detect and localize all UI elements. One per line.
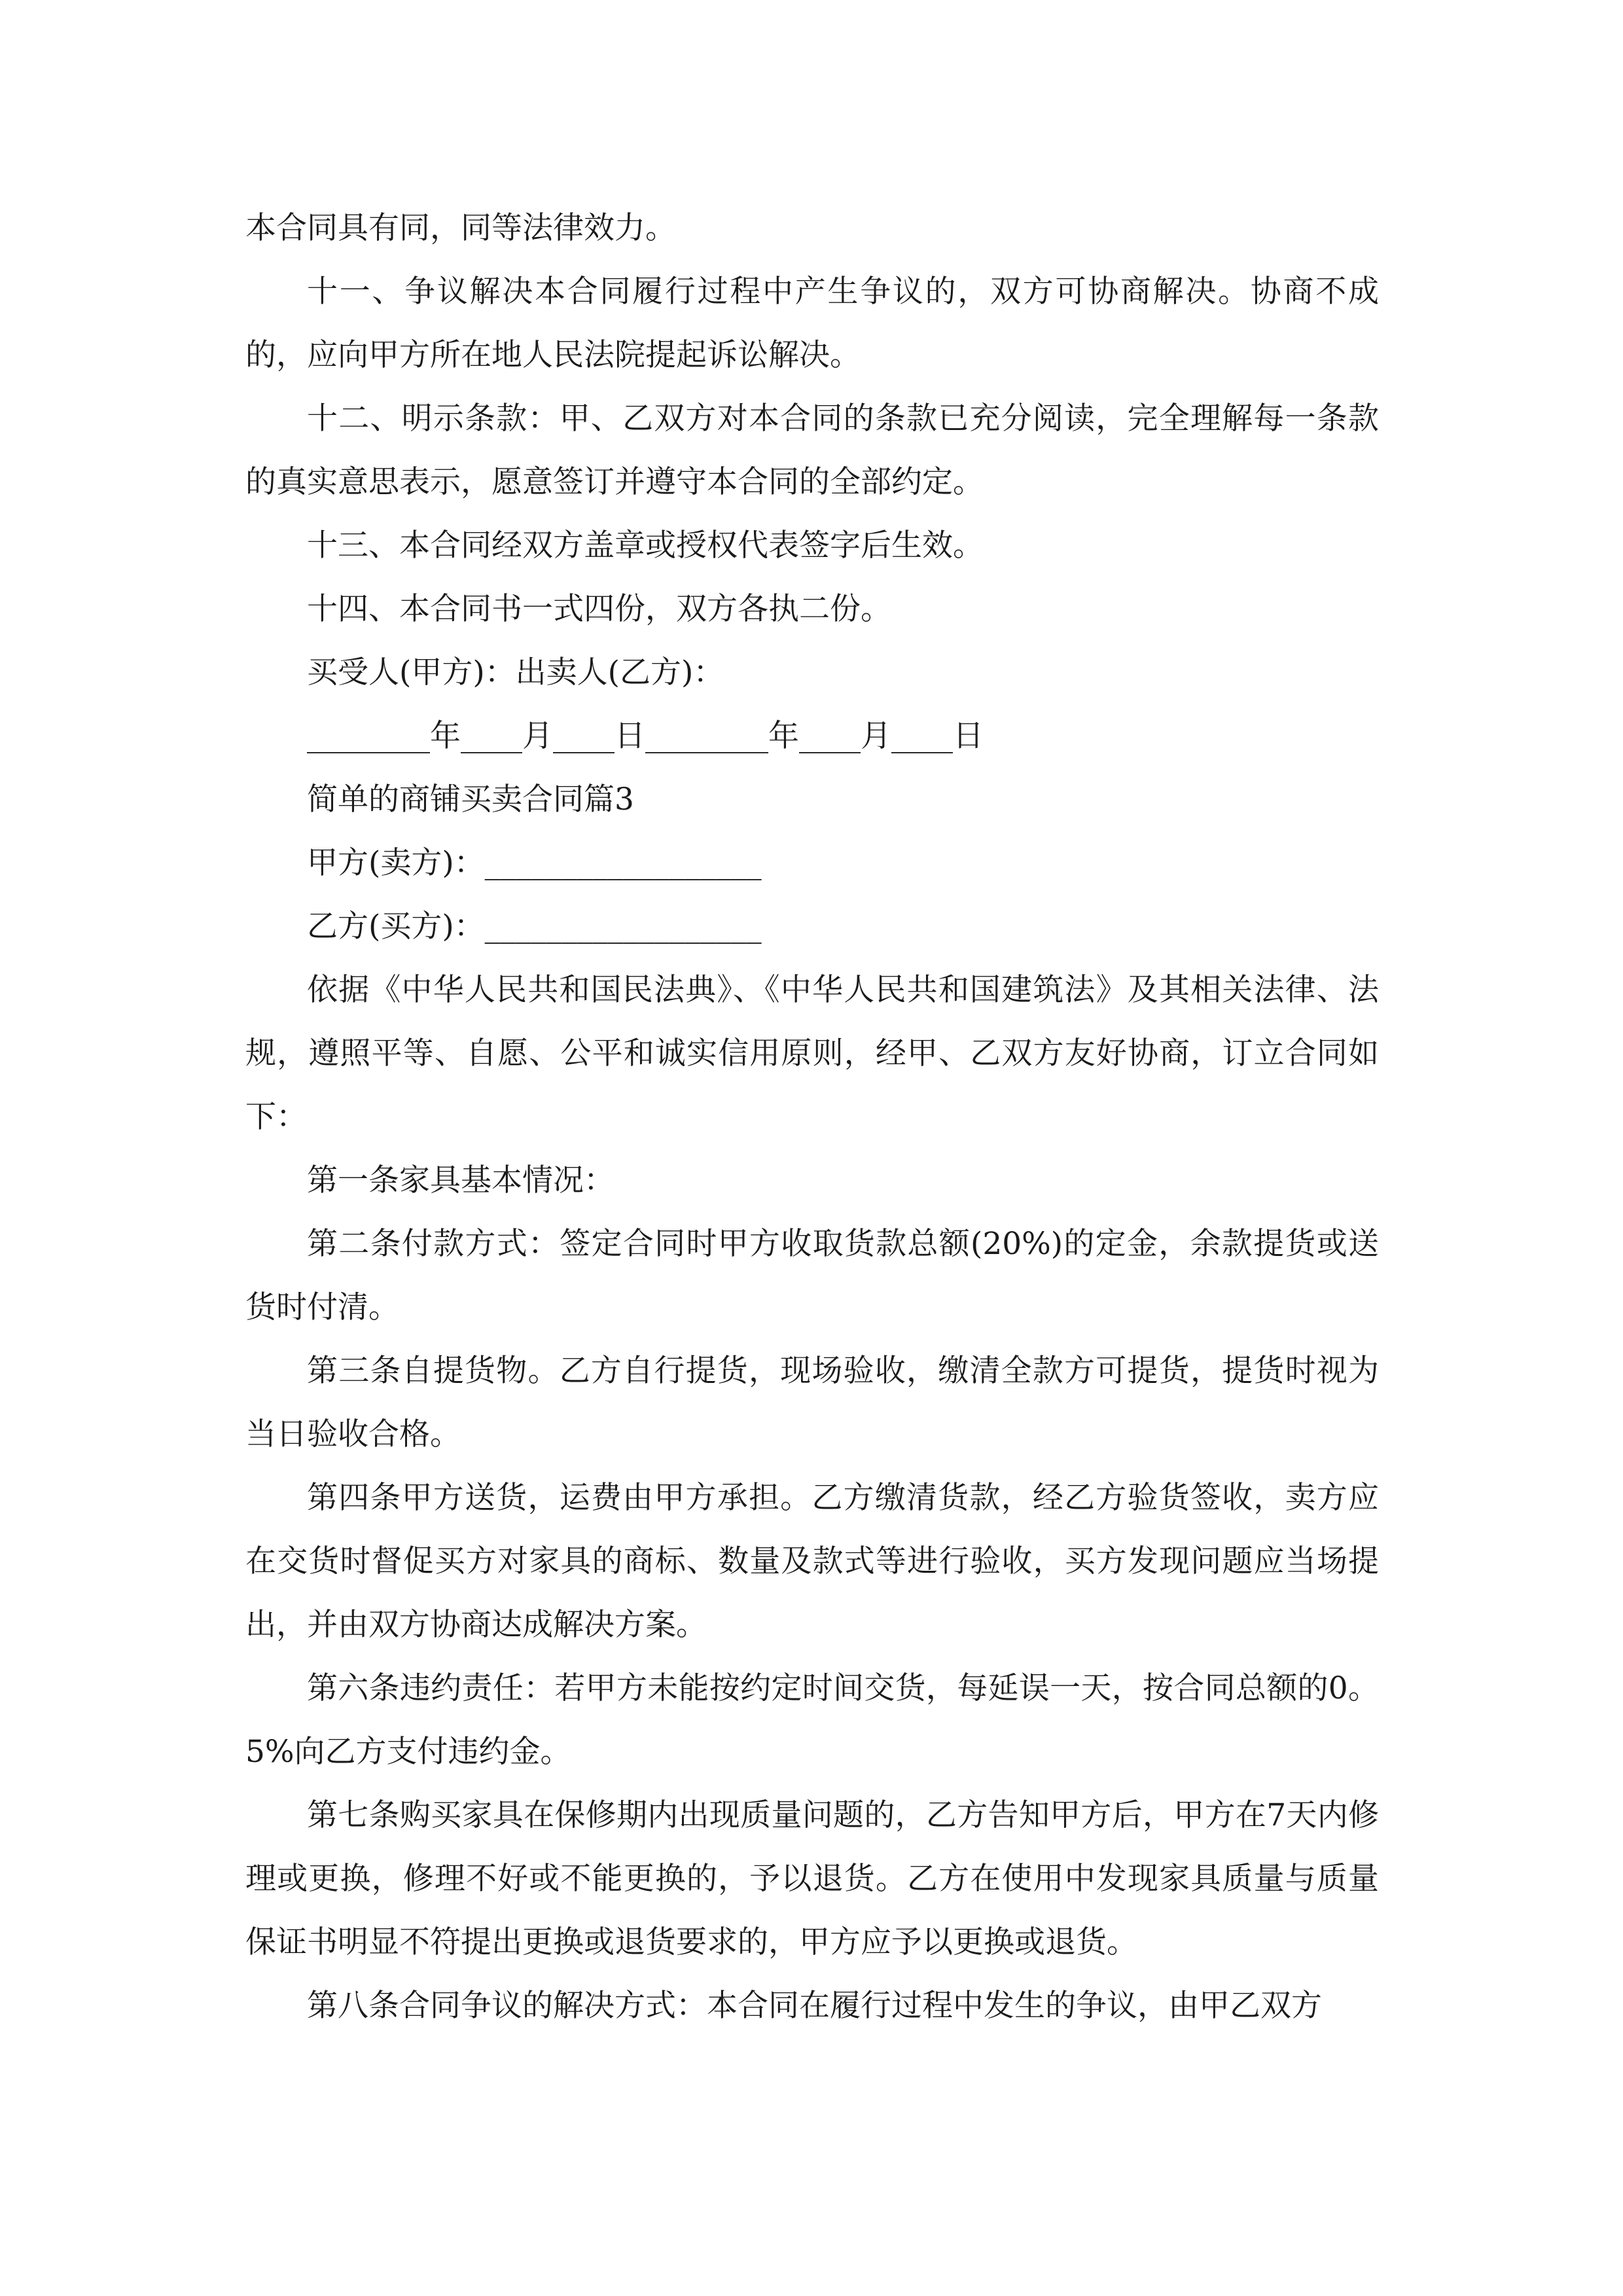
article-4: 第四条甲方送货，运费由甲方承担。乙方缴清货款，经乙方验货签收，卖方应在交货时督促买方对家具的商标、数量及款式等进行验收，买方发现问题应当场提出，并由双方协商达成解决方案。 xyxy=(245,1480,1379,1643)
paragraph-legal-basis: 依据《中华人民共和国民法典》、《中华人民共和国建筑法》及其相关法律、法规，遵照平等、自愿、公平和诚实信用原则，经甲、乙双方友好协商，订立合同如下： xyxy=(245,972,1379,1135)
section-heading: 简单的商铺买卖合同篇3 xyxy=(307,781,634,817)
paragraph-dispute-resolution: 十一、争议解决本合同履行过程中产生争议的，双方可协商解决。协商不成的，应向甲方所在地人民法院提起诉讼解决。 xyxy=(245,274,1379,373)
article-7: 第七条购买家具在保修期内出现质量问题的，乙方告知甲方后，甲方在7天内修理或更换，修理不好或不能更换的，予以退货。乙方在使用中发现家具质量与质量保证书明显不符提出更换或退货要求的，甲方应予以更换或退货。 xyxy=(245,1797,1379,1960)
signature-date-line: ________年____月____日________年____月____日 xyxy=(307,718,984,754)
paragraph-validity: 本合同具有同，同等法律效力。 xyxy=(245,210,676,246)
party-a-seller-line: 甲方(卖方)：__________________ xyxy=(307,845,762,881)
paragraph-effective: 十三、本合同经双方盖章或授权代表签字后生效。 xyxy=(307,528,984,564)
party-b-buyer-line: 乙方(买方)：__________________ xyxy=(307,908,762,944)
article-3: 第三条自提货物。乙方自行提货，现场验收，缴清全款方可提货，提货时视为当日验收合格。 xyxy=(245,1353,1379,1452)
paragraph-copies: 十四、本合同书一式四份，双方各执二份。 xyxy=(307,591,891,627)
signature-parties-line: 买受人(甲方)：出卖人(乙方)： xyxy=(307,655,724,691)
article-6: 第六条违约责任：若甲方未能按约定时间交货，每延误一天，按合同总额的0。5%向乙方支付违约金。 xyxy=(245,1670,1379,1770)
article-1: 第一条家具基本情况： xyxy=(307,1162,615,1198)
article-8: 第八条合同争议的解决方式：本合同在履行过程中发生的争议，由甲乙双方 xyxy=(307,1988,1322,2024)
paragraph-explicit-terms: 十二、明示条款：甲、乙双方对本合同的条款已充分阅读，完全理解每一条款的真实意思表示，愿意签订并遵守本合同的全部约定。 xyxy=(245,401,1379,500)
article-2: 第二条付款方式：签定合同时甲方收取货款总额(20%)的定金，余款提货或送货时付清。 xyxy=(245,1226,1379,1325)
document-body xyxy=(245,196,1379,2037)
